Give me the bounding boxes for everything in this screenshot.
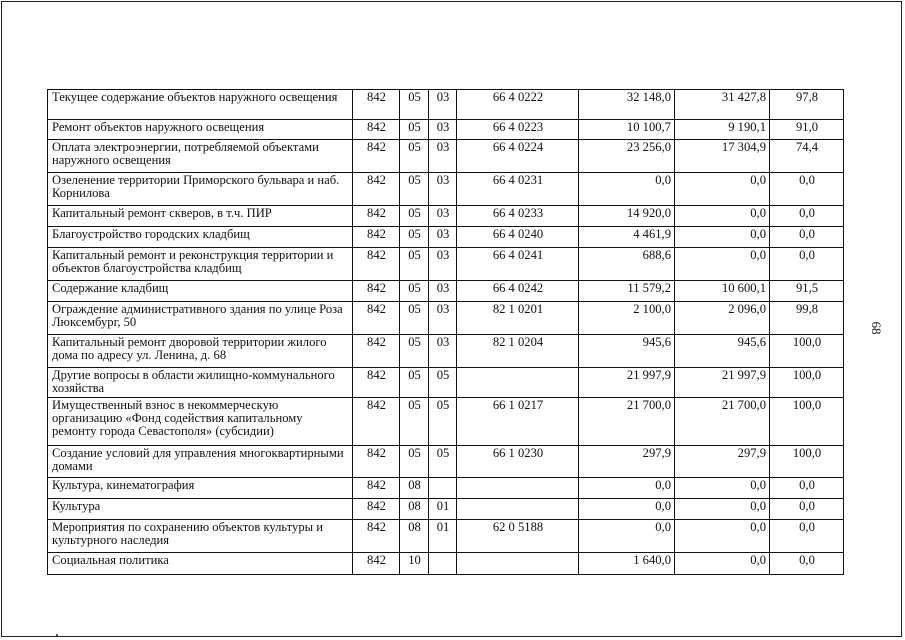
cell-csr <box>457 478 579 499</box>
cell-rz: 05 <box>400 281 429 302</box>
table-row <box>48 302 844 335</box>
cell-pct: 100,0 <box>770 446 844 478</box>
table-row <box>48 499 844 520</box>
page-number: 68 <box>869 321 884 335</box>
cell-fact: 0,0 <box>675 499 770 520</box>
cell-pct: 74,4 <box>770 140 844 173</box>
cell-csr: 66 1 0217 <box>457 398 579 446</box>
cell-name: Имущественный взнос в некоммерческую организацию «Фонд содействия капитальному ремонту города Севастополя» (субсидии) <box>48 398 353 446</box>
cell-rz: 05 <box>400 227 429 248</box>
cell-pr: 03 <box>429 302 457 335</box>
cell-csr: 66 4 0240 <box>457 227 579 248</box>
table-row <box>48 281 844 302</box>
cell-grbs: 842 <box>353 227 400 248</box>
cell-plan: 0,0 <box>579 173 675 206</box>
cell-rz: 08 <box>400 478 429 499</box>
cell-pct: 100,0 <box>770 368 844 398</box>
cell-pct: 100,0 <box>770 335 844 368</box>
cell-pct: 91,0 <box>770 120 844 140</box>
cell-csr: 66 1 0230 <box>457 446 579 478</box>
cell-plan: 297,9 <box>579 446 675 478</box>
cell-name: Мероприятия по сохранению объектов культуры и культурного наследия <box>48 520 353 553</box>
cell-pr: 03 <box>429 206 457 227</box>
cell-csr: 66 4 0241 <box>457 248 579 281</box>
cell-fact: 21 700,0 <box>675 398 770 446</box>
cell-grbs: 842 <box>353 173 400 206</box>
table-row <box>48 206 844 227</box>
cell-grbs: 842 <box>353 302 400 335</box>
cell-rz: 05 <box>400 173 429 206</box>
cell-csr <box>457 553 579 575</box>
cell-pr: 05 <box>429 368 457 398</box>
cell-csr: 66 4 0223 <box>457 120 579 140</box>
table-row <box>48 227 844 248</box>
cell-pct: 0,0 <box>770 227 844 248</box>
cell-grbs: 842 <box>353 520 400 553</box>
cell-pct: 91,5 <box>770 281 844 302</box>
cell-rz: 05 <box>400 335 429 368</box>
cell-rz: 10 <box>400 553 429 575</box>
table-row <box>48 553 844 575</box>
cell-pr: 01 <box>429 520 457 553</box>
cell-pr: 03 <box>429 248 457 281</box>
cell-plan: 0,0 <box>579 499 675 520</box>
cell-grbs: 842 <box>353 553 400 575</box>
cell-pct: 0,0 <box>770 248 844 281</box>
cell-fact: 0,0 <box>675 227 770 248</box>
table-row <box>48 368 844 398</box>
cell-name: Благоустройство городских кладбищ <box>48 227 353 248</box>
cell-plan: 0,0 <box>579 478 675 499</box>
cell-name: Капитальный ремонт дворовой территории жилого дома по адресу ул. Ленина, д. 68 <box>48 335 353 368</box>
cell-grbs: 842 <box>353 90 400 120</box>
table-row <box>48 398 844 446</box>
cell-plan: 32 148,0 <box>579 90 675 120</box>
cell-pr: 03 <box>429 335 457 368</box>
cell-name: Содержание кладбищ <box>48 281 353 302</box>
cell-pct: 0,0 <box>770 173 844 206</box>
scan-artifact <box>56 634 58 636</box>
table-row <box>48 120 844 140</box>
cell-rz: 05 <box>400 206 429 227</box>
cell-grbs: 842 <box>353 248 400 281</box>
cell-grbs: 842 <box>353 398 400 446</box>
cell-rz: 05 <box>400 446 429 478</box>
cell-plan: 0,0 <box>579 520 675 553</box>
cell-name: Культура <box>48 499 353 520</box>
cell-plan: 1 640,0 <box>579 553 675 575</box>
cell-fact: 0,0 <box>675 520 770 553</box>
cell-pct: 0,0 <box>770 499 844 520</box>
cell-pct: 0,0 <box>770 478 844 499</box>
cell-rz: 05 <box>400 302 429 335</box>
cell-grbs: 842 <box>353 206 400 227</box>
cell-rz: 05 <box>400 368 429 398</box>
cell-fact: 31 427,8 <box>675 90 770 120</box>
cell-name: Ремонт объектов наружного освещения <box>48 120 353 140</box>
cell-pr: 05 <box>429 446 457 478</box>
cell-name: Культура, кинематография <box>48 478 353 499</box>
cell-rz: 05 <box>400 120 429 140</box>
cell-csr: 82 1 0201 <box>457 302 579 335</box>
cell-fact: 9 190,1 <box>675 120 770 140</box>
cell-pr: 03 <box>429 140 457 173</box>
cell-pr: 01 <box>429 499 457 520</box>
cell-pr: 03 <box>429 281 457 302</box>
cell-fact: 0,0 <box>675 173 770 206</box>
cell-plan: 23 256,0 <box>579 140 675 173</box>
cell-name: Социальная политика <box>48 553 353 575</box>
cell-name: Оплата электроэнергии, потребляемой объектами наружного освещения <box>48 140 353 173</box>
cell-pr: 03 <box>429 120 457 140</box>
cell-plan: 14 920,0 <box>579 206 675 227</box>
cell-fact: 21 997,9 <box>675 368 770 398</box>
cell-plan: 11 579,2 <box>579 281 675 302</box>
cell-rz: 05 <box>400 140 429 173</box>
cell-grbs: 842 <box>353 368 400 398</box>
cell-pr <box>429 553 457 575</box>
cell-fact: 0,0 <box>675 206 770 227</box>
cell-name: Другие вопросы в области жилищно-коммунального хозяйства <box>48 368 353 398</box>
cell-pr: 03 <box>429 90 457 120</box>
cell-plan: 10 100,7 <box>579 120 675 140</box>
cell-name: Капитальный ремонт и реконструкция территории и объектов благоустройства кладбищ <box>48 248 353 281</box>
cell-fact: 2 096,0 <box>675 302 770 335</box>
cell-fact: 17 304,9 <box>675 140 770 173</box>
cell-name: Создание условий для управления многоквартирными домами <box>48 446 353 478</box>
cell-pct: 99,8 <box>770 302 844 335</box>
cell-name: Ограждение административного здания по улице Роза Люксембург, 50 <box>48 302 353 335</box>
cell-pr <box>429 478 457 499</box>
cell-rz: 08 <box>400 499 429 520</box>
cell-fact: 297,9 <box>675 446 770 478</box>
table-row <box>48 90 844 120</box>
cell-csr <box>457 368 579 398</box>
table-body <box>48 90 844 575</box>
cell-grbs: 842 <box>353 281 400 302</box>
cell-plan: 945,6 <box>579 335 675 368</box>
cell-csr: 82 1 0204 <box>457 335 579 368</box>
cell-pct: 0,0 <box>770 553 844 575</box>
cell-pct: 97,8 <box>770 90 844 120</box>
cell-fact: 10 600,1 <box>675 281 770 302</box>
cell-grbs: 842 <box>353 478 400 499</box>
cell-grbs: 842 <box>353 140 400 173</box>
budget-table <box>47 89 844 575</box>
cell-plan: 21 997,9 <box>579 368 675 398</box>
table-row <box>48 446 844 478</box>
table-row <box>48 335 844 368</box>
cell-name: Озеленение территории Приморского бульвара и наб. Корнилова <box>48 173 353 206</box>
cell-fact: 0,0 <box>675 553 770 575</box>
cell-plan: 2 100,0 <box>579 302 675 335</box>
cell-csr: 66 4 0233 <box>457 206 579 227</box>
cell-name: Капитальный ремонт скверов, в т.ч. ПИР <box>48 206 353 227</box>
cell-csr: 62 0 5188 <box>457 520 579 553</box>
cell-name: Текущее содержание объектов наружного освещения <box>48 90 353 120</box>
cell-pct: 100,0 <box>770 398 844 446</box>
cell-pct: 0,0 <box>770 206 844 227</box>
cell-pr: 03 <box>429 173 457 206</box>
cell-pct: 0,0 <box>770 520 844 553</box>
cell-plan: 688,6 <box>579 248 675 281</box>
cell-fact: 0,0 <box>675 478 770 499</box>
cell-csr: 66 4 0224 <box>457 140 579 173</box>
table-row <box>48 173 844 206</box>
cell-grbs: 842 <box>353 120 400 140</box>
cell-rz: 05 <box>400 90 429 120</box>
cell-csr <box>457 499 579 520</box>
cell-grbs: 842 <box>353 499 400 520</box>
table-row <box>48 520 844 553</box>
cell-csr: 66 4 0231 <box>457 173 579 206</box>
cell-pr: 05 <box>429 398 457 446</box>
cell-rz: 05 <box>400 398 429 446</box>
cell-csr: 66 4 0242 <box>457 281 579 302</box>
cell-grbs: 842 <box>353 335 400 368</box>
cell-plan: 21 700,0 <box>579 398 675 446</box>
cell-plan: 4 461,9 <box>579 227 675 248</box>
table-row <box>48 140 844 173</box>
table-row <box>48 248 844 281</box>
cell-csr: 66 4 0222 <box>457 90 579 120</box>
cell-rz: 08 <box>400 520 429 553</box>
cell-fact: 945,6 <box>675 335 770 368</box>
cell-pr: 03 <box>429 227 457 248</box>
cell-fact: 0,0 <box>675 248 770 281</box>
cell-grbs: 842 <box>353 446 400 478</box>
cell-rz: 05 <box>400 248 429 281</box>
table-row <box>48 478 844 499</box>
